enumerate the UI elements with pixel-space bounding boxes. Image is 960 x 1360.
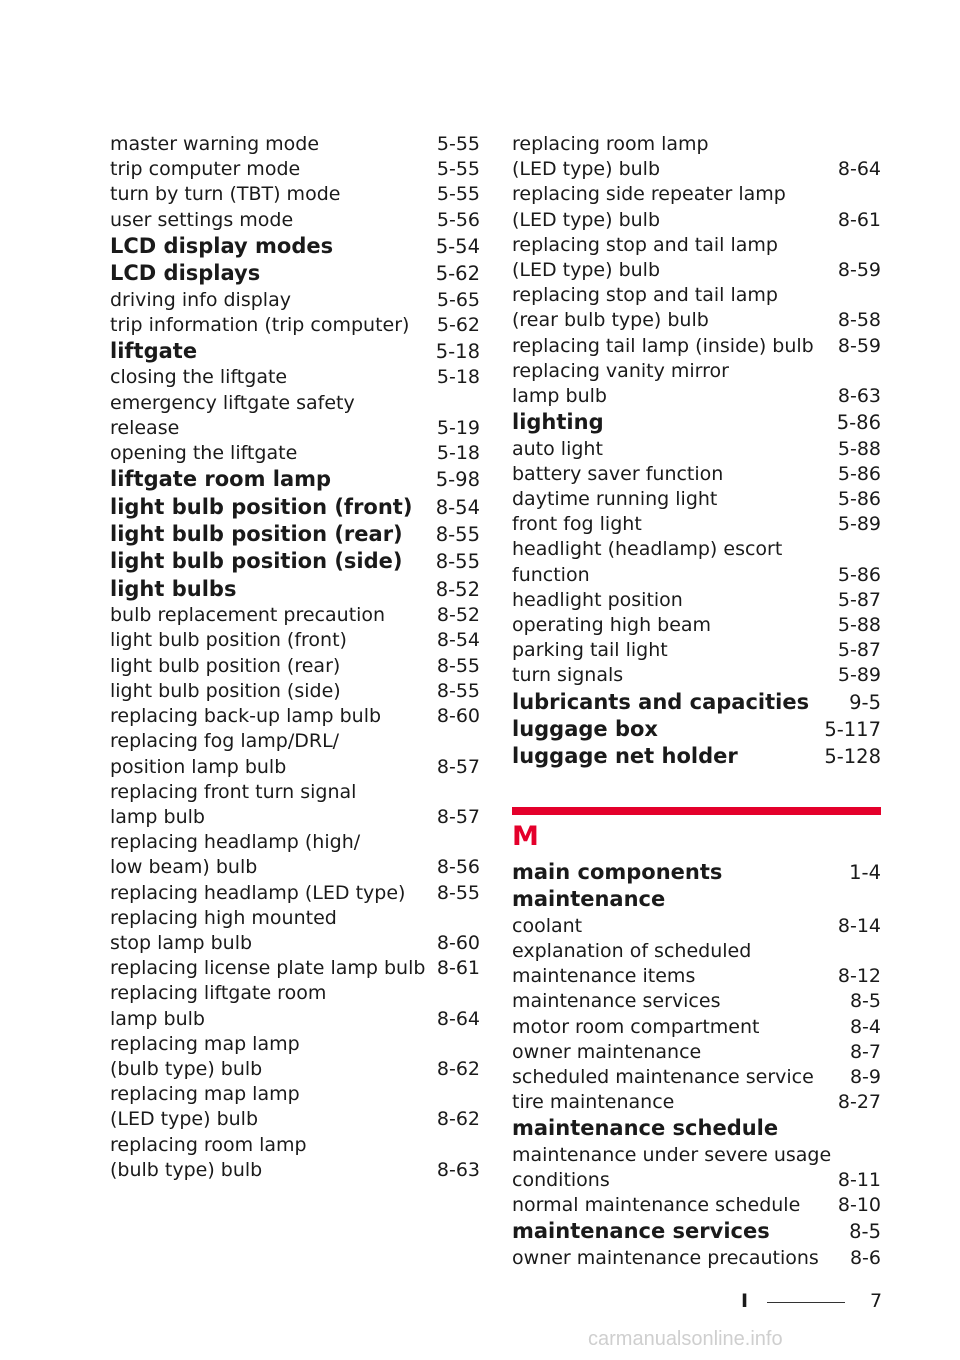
entry-line2 <box>512 384 881 409</box>
index-entry <box>512 359 881 409</box>
entry-line2 <box>110 416 480 441</box>
entry-line2 <box>110 931 480 956</box>
entry-line2 <box>512 157 881 182</box>
footer-section-letter: I <box>741 1290 749 1312</box>
entry-page-ref: 8-55 <box>435 523 480 547</box>
index-entry <box>110 603 480 628</box>
entry-label: lubricants and capacities <box>512 689 810 714</box>
index-heading <box>512 1115 881 1142</box>
index-entry <box>110 956 480 981</box>
entry-label-line2: (bulb type) bulb <box>110 1057 263 1080</box>
entry-page-ref: 8-55 <box>435 550 480 574</box>
entry-page-ref: 8-60 <box>436 705 480 728</box>
index-entry <box>512 989 881 1014</box>
entry-page-ref: 5-86 <box>837 488 881 511</box>
index-entry <box>512 437 881 462</box>
entry-line2 <box>110 855 480 880</box>
entry-page-ref: 8-52 <box>435 577 480 601</box>
entry-page-ref: 8-61 <box>436 957 480 980</box>
entry-page-ref: 5-86 <box>836 411 881 435</box>
entry-line2 <box>110 1107 480 1132</box>
entry-label: replacing license plate lamp bulb <box>110 957 426 980</box>
index-entry <box>110 830 480 880</box>
entry-page-ref: 8-10 <box>837 1194 881 1217</box>
entry-label-line2: (LED type) bulb <box>512 208 661 231</box>
index-entry <box>512 638 881 663</box>
entry-line2 <box>512 1168 881 1193</box>
index-entry <box>110 1082 480 1132</box>
entry-page-ref: 8-52 <box>436 604 480 627</box>
entry-page-ref: 8-64 <box>837 158 881 181</box>
index-heading <box>512 716 881 743</box>
entry-label-line1: explanation of scheduled <box>512 939 752 962</box>
entry-label-line2: low beam) bulb <box>110 856 258 879</box>
footer-divider <box>767 1302 845 1303</box>
index-entry <box>512 334 881 359</box>
entry-page-ref: 8-57 <box>436 805 480 828</box>
entry-page-ref: 8-27 <box>837 1091 881 1114</box>
entry-page-ref: 8-4 <box>849 1015 881 1038</box>
page-number: 7 <box>870 1290 883 1312</box>
entry-label-line1: maintenance under severe usage <box>512 1143 832 1166</box>
entry-page-ref: 8-5 <box>849 990 881 1013</box>
entry-label-line1: replacing headlamp (high/ <box>110 831 361 854</box>
entry-page-ref: 8-59 <box>837 259 881 282</box>
entry-label: parking tail light <box>512 639 668 662</box>
entry-label: operating high beam <box>512 614 712 637</box>
entry-page-ref: 8-55 <box>436 679 480 702</box>
entry-page-ref: 8-5 <box>849 1220 881 1244</box>
entry-label-line2: lamp bulb <box>512 385 607 408</box>
entry-label-line1: replacing vanity mirror <box>512 359 729 382</box>
entry-line2 <box>110 1158 480 1183</box>
index-entry <box>110 654 480 679</box>
index-entry <box>110 1133 480 1183</box>
entry-label: trip information (trip computer) <box>110 313 410 336</box>
entry-label-line1: replacing high mounted <box>110 906 337 929</box>
entry-label-line1: replacing fog lamp/DRL/ <box>110 730 340 753</box>
entry-label: turn signals <box>512 664 624 687</box>
entry-label: maintenance <box>512 887 666 912</box>
section-divider-bar <box>512 807 881 815</box>
index-entry <box>512 1246 881 1271</box>
index-entry <box>110 906 480 956</box>
index-entry <box>110 157 480 182</box>
index-entry <box>512 132 881 182</box>
entry-label: LCD displays <box>110 261 261 286</box>
index-entry <box>512 233 881 283</box>
entry-line2 <box>110 755 480 780</box>
entry-page-ref: 5-86 <box>837 462 881 485</box>
entry-page-ref: 8-14 <box>837 914 881 937</box>
index-heading <box>110 260 480 287</box>
entry-label-line1: replacing map lamp <box>110 1083 300 1106</box>
entry-label-line1: replacing room lamp <box>512 133 709 155</box>
entry-label-line1: replacing stop and tail lamp <box>512 284 778 307</box>
entry-label: motor room compartment <box>512 1015 760 1038</box>
index-entry <box>110 313 480 338</box>
entry-label-line2: position lamp bulb <box>110 755 287 778</box>
index-entry <box>512 663 881 688</box>
index-entry <box>512 283 881 333</box>
index-entry <box>110 182 480 207</box>
entry-page-ref: 8-55 <box>436 881 480 904</box>
entry-label: maintenance services <box>512 990 721 1013</box>
entry-label: replacing tail lamp (inside) bulb <box>512 334 814 357</box>
index-entry <box>512 512 881 537</box>
index-entry <box>512 537 881 587</box>
entry-label: lighting <box>512 410 604 435</box>
entry-page-ref: 8-63 <box>837 385 881 408</box>
index-heading <box>110 338 480 365</box>
entry-label-line1: replacing room lamp <box>110 1133 307 1156</box>
entry-page-ref: 8-9 <box>849 1065 881 1088</box>
entry-label-line1: headlight (headlamp) escort <box>512 538 783 561</box>
entry-page-ref: 5-62 <box>436 313 480 336</box>
entry-page-ref: 5-88 <box>837 614 881 637</box>
entry-page-ref: 8-58 <box>837 309 881 332</box>
entry-label-line2: lamp bulb <box>110 805 205 828</box>
index-entry <box>110 704 480 729</box>
entry-label-line1: replacing map lamp <box>110 1032 300 1055</box>
index-entry <box>512 1040 881 1065</box>
entry-page-ref: 8-56 <box>436 856 480 879</box>
entry-page-ref: 5-89 <box>837 664 881 687</box>
entry-label: turn by turn (TBT) mode <box>110 183 341 206</box>
entry-label: battery saver function <box>512 462 724 485</box>
entry-label: light bulb position (side) <box>110 549 403 574</box>
index-entry <box>512 588 881 613</box>
index-entry <box>512 914 881 939</box>
entry-line2 <box>512 258 881 283</box>
index-heading <box>110 494 480 521</box>
index-right-top <box>512 132 881 771</box>
index-entry <box>110 365 480 390</box>
entry-page-ref: 8-54 <box>436 629 480 652</box>
index-heading <box>110 233 480 260</box>
entry-label: light bulb position (front) <box>110 629 347 652</box>
entry-page-ref: 5-55 <box>436 133 480 155</box>
entry-label: headlight position <box>512 588 683 611</box>
index-heading <box>110 521 480 548</box>
entry-label: light bulb position (front) <box>110 494 413 519</box>
index-entry <box>512 182 881 232</box>
entry-page-ref: 8-57 <box>436 755 480 778</box>
entry-label: front fog light <box>512 513 642 536</box>
index-column-right <box>512 132 881 1271</box>
index-column-left <box>110 132 480 1183</box>
entry-line2 <box>512 563 881 588</box>
index-right-bottom <box>512 859 881 1271</box>
entry-line2 <box>512 208 881 233</box>
entry-label-line2: release <box>110 416 180 439</box>
entry-label-line1: emergency liftgate safety <box>110 391 355 414</box>
entry-page-ref: 5-65 <box>436 288 480 311</box>
entry-label: bulb replacement precaution <box>110 604 386 627</box>
entry-label: liftgate <box>110 339 198 364</box>
entry-page-ref: 5-128 <box>824 745 881 769</box>
entry-page-ref: 5-18 <box>436 366 480 389</box>
entry-label: light bulb position (side) <box>110 679 341 702</box>
index-heading <box>110 576 480 603</box>
entry-page-ref: 5-18 <box>435 340 480 364</box>
entry-label-line1: replacing front turn signal <box>110 780 357 803</box>
index-entry <box>110 208 480 233</box>
index-entry <box>110 288 480 313</box>
entry-label: luggage box <box>512 717 658 742</box>
entry-page-ref: 8-54 <box>435 495 480 519</box>
entry-label: closing the liftgate <box>110 366 288 389</box>
entry-page-ref: 8-61 <box>837 208 881 231</box>
entry-page-ref: 5-54 <box>435 234 480 258</box>
entry-label: owner maintenance <box>512 1040 702 1063</box>
index-entry <box>512 462 881 487</box>
entry-line2 <box>110 1007 480 1032</box>
index-entry <box>512 613 881 638</box>
entry-label: light bulb position (rear) <box>110 654 341 677</box>
entry-label: normal maintenance schedule <box>512 1194 801 1217</box>
index-heading <box>512 689 881 716</box>
entry-page-ref: 5-117 <box>824 718 881 742</box>
entry-label: daytime running light <box>512 488 718 511</box>
index-entry <box>110 881 480 906</box>
entry-line2 <box>512 308 881 333</box>
index-entry <box>512 1090 881 1115</box>
entry-label: opening the liftgate <box>110 442 298 465</box>
entry-line2 <box>110 805 480 830</box>
entry-label-line2: maintenance items <box>512 965 696 988</box>
entry-page-ref: 8-55 <box>436 654 480 677</box>
entry-label-line1: replacing liftgate room <box>110 982 327 1005</box>
entry-label: LCD display modes <box>110 233 334 258</box>
index-heading <box>512 1218 881 1245</box>
entry-label: light bulbs <box>110 576 237 601</box>
entry-page-ref: 8-62 <box>436 1108 480 1131</box>
entry-label-line2: (LED type) bulb <box>512 158 661 181</box>
index-entry <box>110 729 480 779</box>
index-heading <box>512 409 881 436</box>
entry-page-ref: 8-62 <box>436 1057 480 1080</box>
entry-label: replacing back-up lamp bulb <box>110 705 382 728</box>
section-letter: M <box>512 820 539 852</box>
entry-page-ref: 8-60 <box>436 931 480 954</box>
entry-label: light bulb position (rear) <box>110 522 403 547</box>
entry-page-ref: 8-63 <box>436 1158 480 1181</box>
entry-line2 <box>512 964 881 989</box>
entry-page-ref: 8-12 <box>837 965 881 988</box>
entry-label-line1: replacing stop and tail lamp <box>512 233 778 256</box>
entry-label: auto light <box>512 437 603 460</box>
index-entry <box>110 780 480 830</box>
index-entry <box>512 1193 881 1218</box>
entry-label: owner maintenance precautions <box>512 1246 819 1269</box>
index-entry <box>110 1032 480 1082</box>
entry-page-ref: 5-87 <box>837 588 881 611</box>
entry-label: trip computer mode <box>110 158 301 181</box>
entry-page-ref: 8-6 <box>849 1246 881 1269</box>
index-heading <box>110 548 480 575</box>
entry-label: replacing headlamp (LED type) <box>110 881 406 904</box>
entry-label-line2: stop lamp bulb <box>110 931 253 954</box>
entry-label: main components <box>512 859 723 884</box>
entry-label: liftgate room lamp <box>110 467 332 492</box>
entry-page-ref: 9-5 <box>849 690 881 714</box>
entry-label: master warning mode <box>110 133 320 155</box>
index-entry <box>512 939 881 989</box>
index-entry <box>110 391 480 441</box>
entry-label-line2: (rear bulb type) bulb <box>512 309 709 332</box>
entry-page-ref: 1-4 <box>849 860 881 884</box>
index-entry <box>512 487 881 512</box>
entry-label-line2: conditions <box>512 1168 610 1191</box>
entry-page-ref: 5-19 <box>436 416 480 439</box>
index-entry <box>512 1015 881 1040</box>
entry-label: user settings mode <box>110 208 294 231</box>
index-heading <box>110 466 480 493</box>
entry-page-ref: 5-55 <box>436 158 480 181</box>
entry-label: coolant <box>512 914 583 937</box>
entry-line2 <box>110 1057 480 1082</box>
entry-page-ref: 8-7 <box>849 1040 881 1063</box>
index-entry <box>512 1065 881 1090</box>
index-entry <box>110 628 480 653</box>
index-heading <box>512 859 881 886</box>
entry-page-ref: 5-86 <box>837 563 881 586</box>
entry-label-line2: (bulb type) bulb <box>110 1158 263 1181</box>
entry-page-ref: 5-88 <box>837 437 881 460</box>
index-entry <box>110 981 480 1031</box>
index-heading <box>512 886 881 913</box>
entry-label-line1: replacing side repeater lamp <box>512 183 786 206</box>
entry-page-ref: 8-59 <box>837 334 881 357</box>
entry-page-ref: 8-64 <box>436 1007 480 1030</box>
entry-label: luggage net holder <box>512 744 738 769</box>
entry-page-ref: 5-56 <box>436 208 480 231</box>
index-entry <box>110 679 480 704</box>
entry-label-line2: (LED type) bulb <box>110 1108 259 1131</box>
entry-page-ref: 5-87 <box>837 639 881 662</box>
entry-page-ref: 5-98 <box>435 468 480 492</box>
watermark: carmanualsonline.info <box>588 1328 783 1350</box>
entry-page-ref: 5-89 <box>837 513 881 536</box>
index-entry <box>110 132 480 157</box>
entry-label: maintenance schedule <box>512 1116 779 1141</box>
entry-page-ref: 8-11 <box>837 1168 881 1191</box>
entry-label: tire maintenance <box>512 1091 675 1114</box>
entry-label-line2: lamp bulb <box>110 1007 205 1030</box>
entry-label: maintenance services <box>512 1219 770 1244</box>
index-entry <box>110 441 480 466</box>
entry-label: driving info display <box>110 288 291 311</box>
entry-label: scheduled maintenance service <box>512 1065 814 1088</box>
index-heading <box>512 743 881 770</box>
index-entry <box>512 1143 881 1193</box>
entry-page-ref: 5-62 <box>435 262 480 286</box>
entry-page-ref: 5-55 <box>436 183 480 206</box>
entry-label-line2: function <box>512 563 590 586</box>
entry-page-ref: 5-18 <box>436 442 480 465</box>
entry-label-line2: (LED type) bulb <box>512 259 661 282</box>
